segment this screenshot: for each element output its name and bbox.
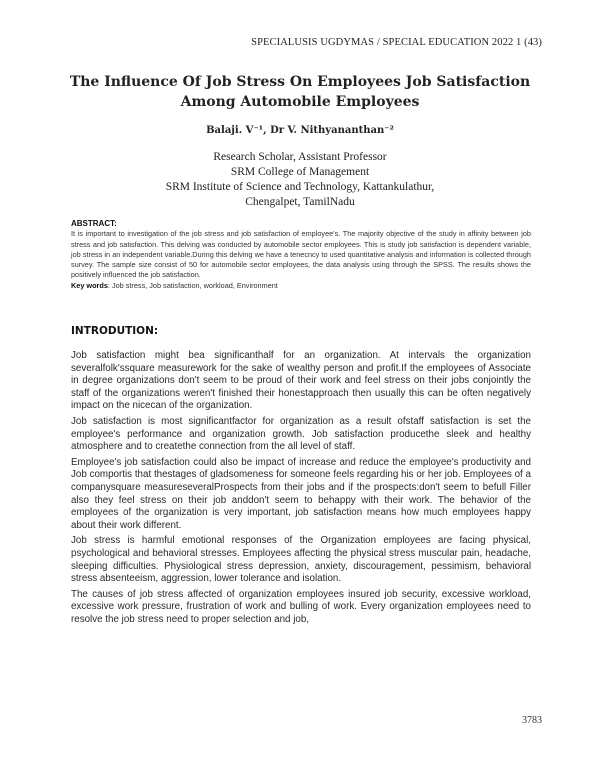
abstract-text: It is important to investigation of the job stress and job satisfaction of employee's. The majority objective of the study in affinity between job stress and job satisfaction. This delving was conducted by automobile sector employees. This is study job satisfaction is dependent variable, job stress in an independent variable.During this delving we have a tenecncy to used quantitative analysis and information is collected through survey. The sample size consist of 50 for automobile sector employees, the data analysis using through the SPSS. The results shows the positively influenced the job satisfaction. <box>71 229 531 280</box>
introduction-heading: INTRODUTION: <box>71 325 159 337</box>
running-head: SPECIALUSIS UGDYMAS / SPECIAL EDUCATION 2022 1 (43) <box>251 37 542 48</box>
paper-title <box>60 72 540 112</box>
keywords-text: : Job stress, Job satisfaction, workload, Environment <box>107 280 278 290</box>
body-paragraph: Job stress is harmful emotional responses of the Organization employees are facing physical, psychological and behavioral stresses. Employees affecting the physical stress muscular pain, headache, sleeping difficulties. Physiological stress depression, anxiety, discouragement, pessimism, behavioral stress absenteeism, aggression, lower tolerance and isolation. <box>71 535 531 585</box>
title-line-2: Among Automobile Employees <box>180 94 420 110</box>
page-number: 3783 <box>522 715 542 726</box>
body-paragraph: The causes of job stress affected of organization employees insured job security, excessive workload, excessive work pressure, frustration of work and bulling of work. Every organization employees need to resolve the job stress need to proper selection and job, <box>71 588 531 625</box>
abstract-heading: ABSTRACT: <box>71 219 117 228</box>
affiliation-line: Research Scholar, Assistant Professor <box>213 151 387 163</box>
affiliation-line: SRM College of Management <box>230 166 370 178</box>
authors: Balaji. V⁻¹, Dr V. Nithyananthan⁻² <box>206 125 394 136</box>
keywords <box>71 281 531 291</box>
title-line-1: The Influence Of Job Stress On Employees Job Satisfaction <box>69 74 531 90</box>
body-paragraph: Employee's job satisfaction could also be impact of increase and reduce the employee's productivity and Job comportis that thestages of gladsomeness for someone feels regarding his or her job. Employees of a companysquare measureseveralProspects from their jobs and if the prospects:don't seem to befull Filler also they feel stress on their job anddon't seem to behappy with their work. The behavior of the employees of the organization is very important, job satisfaction means how much employees happy about their work different. <box>71 456 531 531</box>
body-paragraph: Job satisfaction is most significantfactor for organization as a result ofstaff satisfaction is set the employee's performance and organization growth. Job satisfaction producethe sleek and healthy atmosphere and to createthe connection from the all level of staff. <box>71 415 531 453</box>
affiliation-line: SRM Institute of Science and Technology, Kattankulathur, <box>165 181 435 193</box>
introduction-body <box>71 350 531 629</box>
affiliation-line: Chengalpet, TamilNadu <box>245 196 355 208</box>
body-paragraph: Job satisfaction might bea significanthalf for an organization. At intervals the organization severalfolk'ssquare measurework for the sake of wealthy person and profit.If the employees of Associate in degree organizations don't seem to be proud of their work and feel stress on their jobs conjointly the staff of the organizations weren't finished their honestapproach then usually this can be often negatively impact on the nicecan of the organization. <box>71 350 531 412</box>
abstract-section <box>71 219 531 291</box>
affiliation <box>0 150 600 210</box>
keywords-label: Key words <box>71 280 108 290</box>
